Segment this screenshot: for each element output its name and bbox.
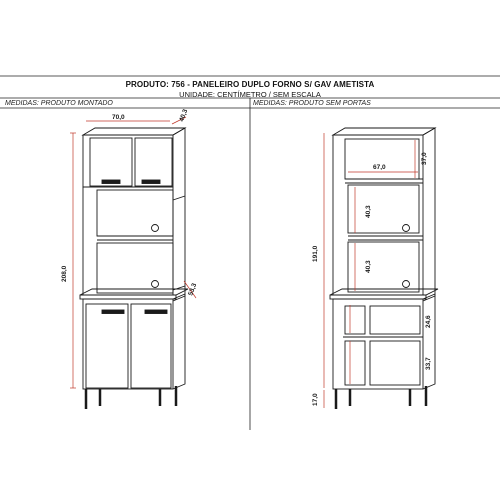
left-knob-upper	[152, 225, 159, 232]
right-lower-niche-bottom-label: 33,7	[425, 357, 432, 370]
right-oven-upper-label: 40,3	[365, 205, 372, 218]
right-lower-small-niche	[345, 306, 365, 334]
left-upper-door-1	[90, 138, 132, 186]
right-oven-lower-label: 40,3	[365, 260, 372, 273]
right-lower-wide-niche	[370, 306, 420, 334]
left-depth-base-label: 53,3	[187, 282, 199, 297]
left-lower-side	[173, 294, 185, 389]
right-tower-body	[333, 135, 423, 295]
frame-lines	[0, 76, 500, 430]
left-panel-label: MEDIDAS: PRODUTO MONTADO	[5, 100, 113, 107]
right-counter-edge	[330, 295, 426, 299]
left-upper-door-2	[135, 138, 172, 186]
left-oven-niche-lower	[97, 243, 173, 293]
left-depth-top-label: 40,3	[178, 108, 190, 123]
left-lower-handle-1	[102, 310, 124, 314]
left-lower-handle-2	[145, 310, 167, 314]
right-lower-wide-niche-2	[370, 341, 420, 385]
right-lower-niche-top-label: 24,6	[425, 315, 432, 328]
left-oven-niche-upper	[97, 190, 173, 236]
right-top-niche-label: 37,0	[421, 152, 428, 165]
left-lower-door-2	[131, 304, 171, 388]
left-upper-cabinet-front	[83, 135, 173, 187]
product-title: PRODUTO: 756 - PANELEIRO DUPLO FORNO S/ GAV AMETISTA	[125, 80, 375, 89]
left-lower-door-1	[86, 304, 128, 388]
right-lower-cabinet	[333, 299, 423, 389]
left-upper-handle-1	[102, 180, 120, 184]
left-knob-lower	[152, 281, 159, 288]
right-feet-label: 17,0	[312, 393, 319, 406]
left-counter-top	[80, 289, 188, 295]
right-top-niche	[345, 139, 419, 179]
left-height-label: 208,0	[61, 265, 68, 282]
right-dimension-labels	[312, 152, 432, 406]
left-cabinet	[80, 128, 188, 409]
unit-subtitle: UNIDADE: CENTÍMETRO / SEM ESCALA	[179, 90, 321, 99]
left-dimension-lines	[70, 117, 199, 388]
left-oven-body	[83, 187, 173, 295]
right-top-face	[333, 128, 435, 135]
left-side-panel	[173, 128, 185, 301]
right-lower-small-niche-2	[345, 341, 365, 385]
right-oven-niche-lower	[348, 242, 419, 292]
right-height-label: 191,0	[312, 245, 319, 262]
left-top-face	[83, 128, 185, 135]
left-width-label: 70,0	[112, 114, 125, 121]
left-depth-line-1	[173, 196, 185, 200]
right-inner-width-label: 67,0	[373, 164, 386, 171]
left-upper-handle-2	[142, 180, 160, 184]
left-counter-edge	[80, 295, 176, 299]
right-knob-upper	[403, 225, 410, 232]
right-lower-side	[423, 294, 435, 389]
left-dimension-labels	[61, 108, 198, 297]
right-knob-lower	[403, 281, 410, 288]
right-panel-label: MEDIDAS: PRODUTO SEM PORTAS	[253, 100, 371, 107]
